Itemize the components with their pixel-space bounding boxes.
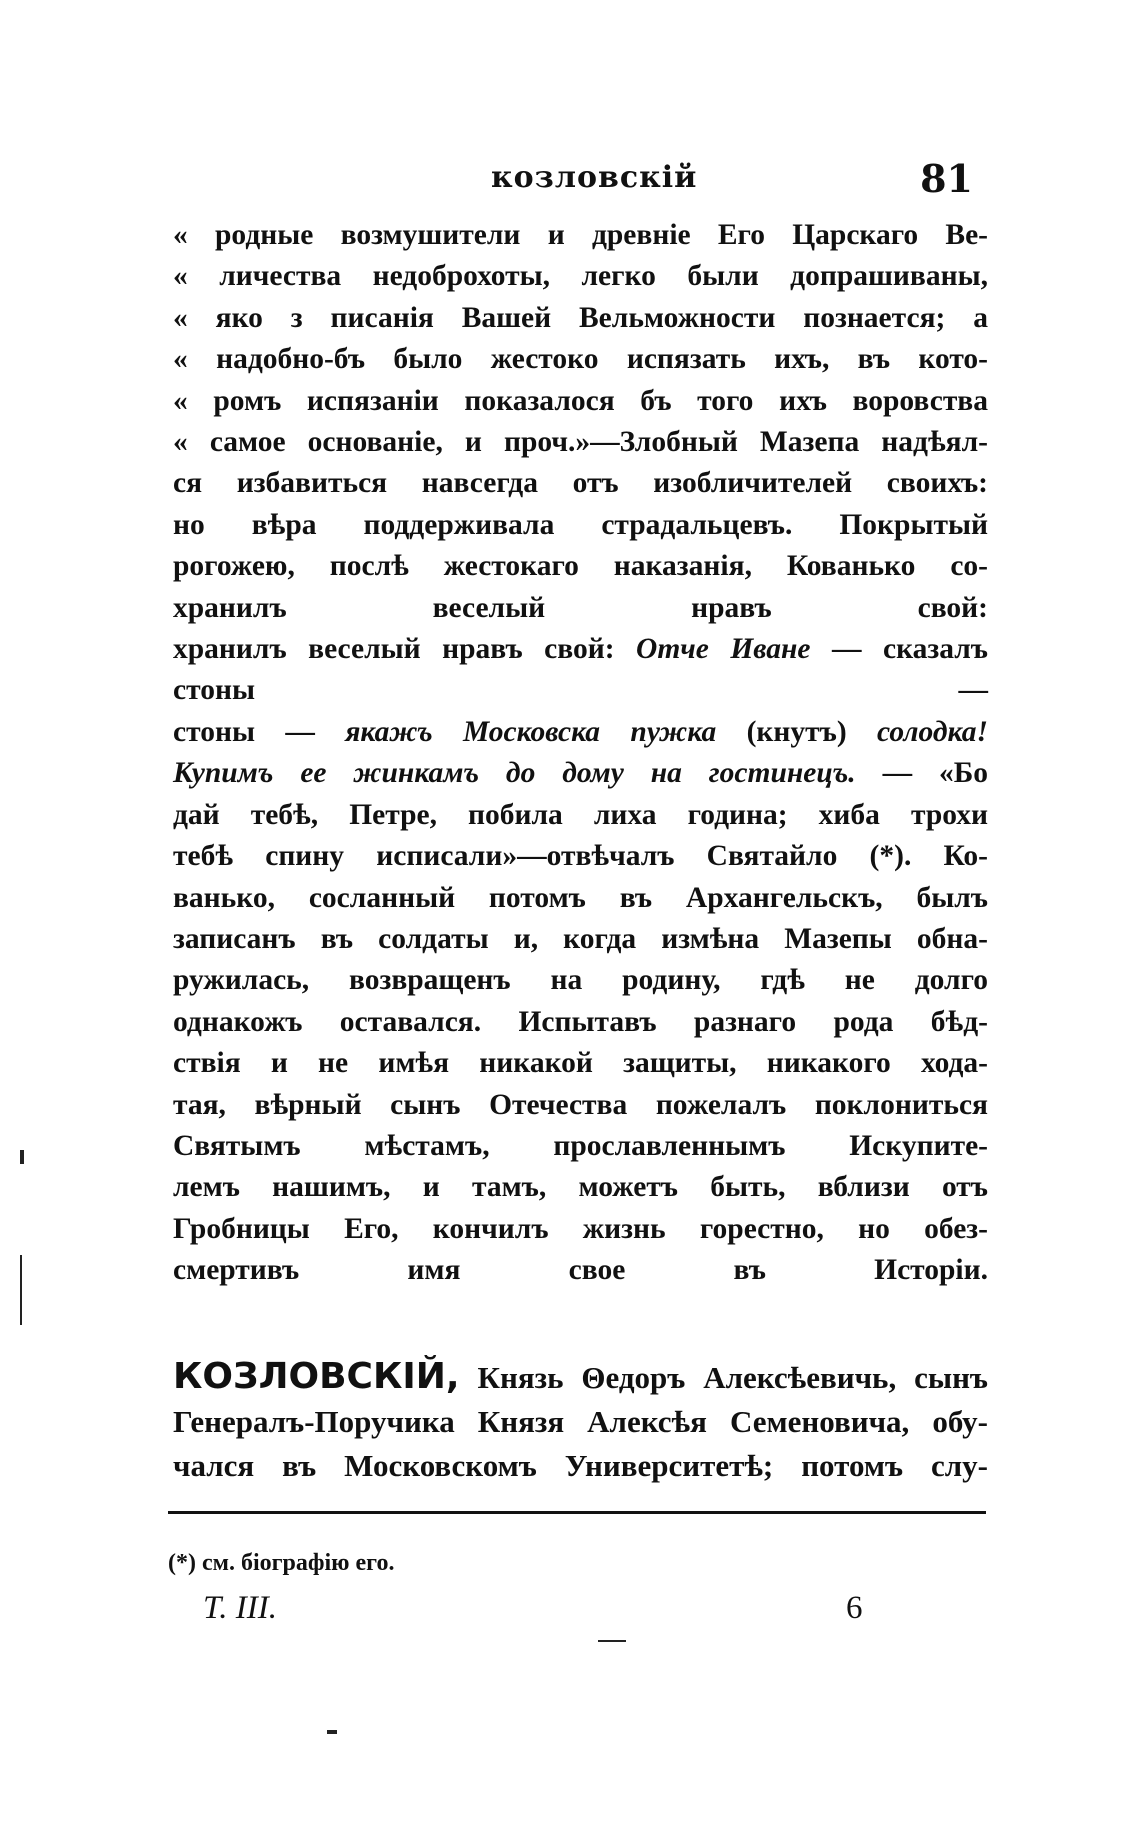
text-segment: стоны — [173, 715, 346, 748]
text-line: ружилась, возвращенъ на родину, гдѣ не долго [173, 964, 988, 997]
text-segment: (кнутъ) [716, 715, 878, 748]
text-line-italic [173, 712, 988, 753]
text-line: тая, вѣрный сынъ Отечества пожелалъ поклониться [173, 1088, 988, 1121]
text-segment: — «Бо [855, 757, 988, 790]
page-number: 81 [920, 156, 973, 201]
text-line: ствія и не имѣя никакой защиты, никакого хода- [173, 1047, 988, 1080]
scan-mark [327, 1730, 337, 1734]
text-line: тебѣ спину исписали»—отвѣчалъ Святайло (*). Ко- [173, 840, 988, 873]
text-segment: Князь Θедоръ Алексѣевичь, сынъ [459, 1360, 988, 1395]
text-line: записанъ въ солдаты и, когда измѣна Мазепы обна- [173, 922, 988, 955]
text-line: ся избавиться навсегда отъ изобличителей своихъ: [173, 467, 988, 500]
entry-line [173, 1355, 988, 1400]
text-line: Гробницы Его, кончилъ жизнь горестно, но обез- [173, 1212, 988, 1245]
text-line-italic [173, 629, 988, 670]
text-line: « надобно-бъ было жестоко испязать ихъ, въ кото- [173, 343, 988, 376]
text-line: « самое основаніе, и проч.»—Злобный Мазепа надѣял- [173, 426, 988, 459]
text-line: рогожею, послѣ жестокаго наказанія, Кованько со- [173, 550, 988, 583]
text-line: Святымъ мѣстамъ, прославленнымъ Искупите- [173, 1129, 988, 1162]
text-line: лемъ нашимъ, и тамъ, можетъ быть, вблизи отъ [173, 1171, 988, 1204]
text-segment: хранилъ веселый нравъ свой: [173, 633, 637, 666]
text-line-italic [173, 753, 988, 794]
italic-segment: солодка! [877, 715, 988, 748]
footnote: (*) см. біографію его. [168, 1550, 395, 1576]
running-head: козловскій [491, 160, 698, 195]
scan-mark [20, 1150, 24, 1164]
scan-mark [20, 1255, 22, 1325]
text-line: хранилъ веселый нравъ свой: [173, 591, 988, 624]
page-header [173, 156, 973, 210]
main-text [173, 215, 988, 1292]
footnote-rule [168, 1511, 986, 1514]
text-line: стоны — [173, 674, 988, 707]
text-segment: — сказалъ [810, 633, 988, 666]
entry-line: Генералъ-Поручика Князя Алексѣя Семеновича, обу- [173, 1404, 988, 1439]
entry-line: чался въ Московскомъ Университетѣ; потомъ слу- [173, 1448, 988, 1483]
italic-segment: якажъ Московска пужка [345, 715, 717, 748]
sheet-number: 6 [846, 1590, 863, 1626]
italic-segment: Купимъ ее жинкамъ до дому на гостинецъ. [173, 757, 856, 790]
text-line: ванько, сосланный потомъ въ Архангельскъ, былъ [173, 881, 988, 914]
entry-headword: КОЗЛОВСКІЙ, [173, 1356, 460, 1397]
text-line: но вѣра поддерживала страдальцевъ. Покрытый [173, 508, 988, 541]
biography-entry [173, 1355, 988, 1488]
text-line: дай тебѣ, Петре, побила лиха година; хиба трохи [173, 798, 988, 831]
text-line: « ромъ испязаніи показалося бъ того ихъ воровства [173, 384, 988, 417]
italic-segment: Отче Иване [636, 633, 811, 666]
text-line: « родные возмушители и древніе Его Царскаго Ве- [173, 219, 988, 251]
text-line: « яко з писанія Вашей Вельможности познается; а [173, 301, 988, 334]
text-line: однакожъ оставался. Испытавъ разнаго рода бѣд- [173, 1005, 988, 1038]
text-line: смертивъ имя свое въ Исторіи. [173, 1254, 988, 1287]
scan-mark [598, 1640, 626, 1642]
volume-signature: Т. III. [203, 1590, 277, 1626]
text-line: « личества недоброхоты, легко были допрашиваны, [173, 260, 988, 293]
